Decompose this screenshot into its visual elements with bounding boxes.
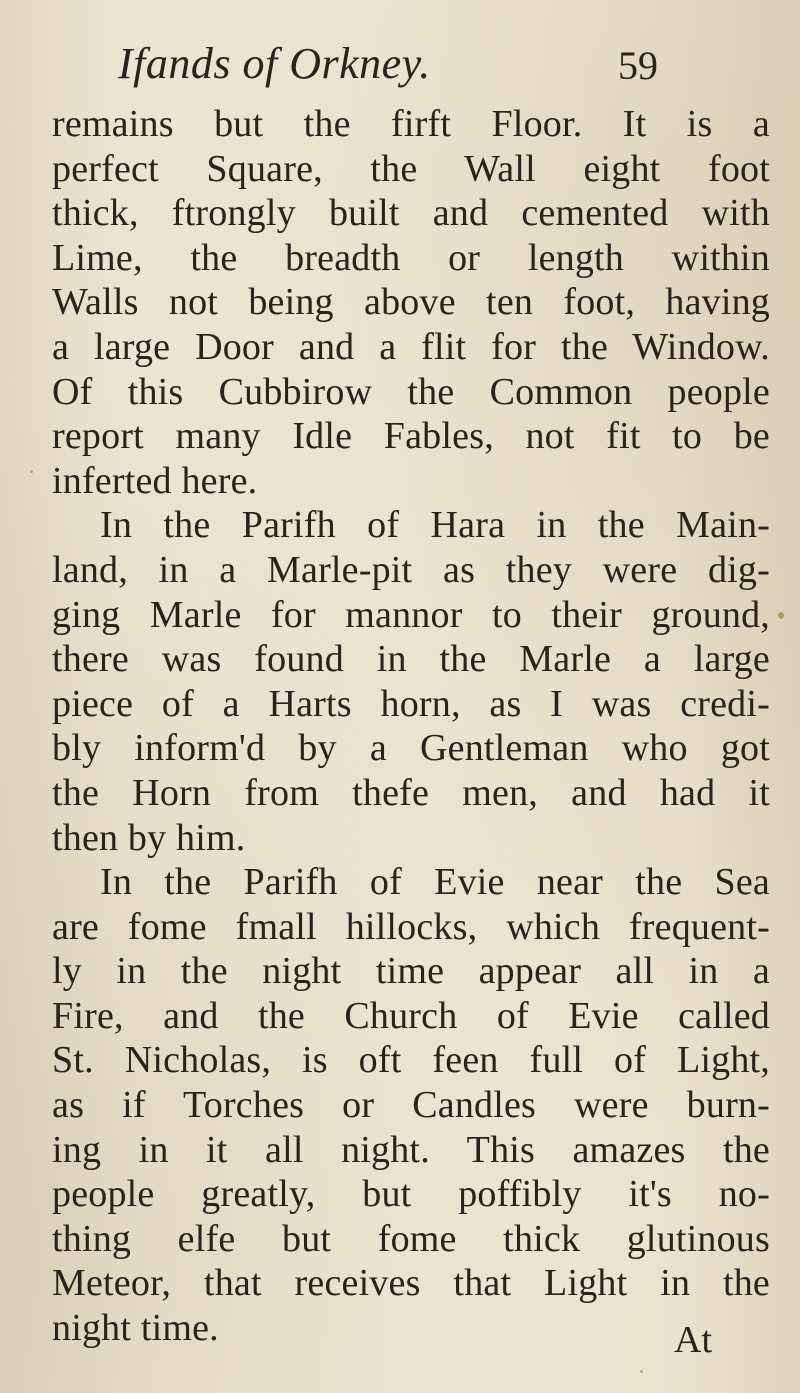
- text-line: a large Door and a flit for the Window.: [52, 325, 770, 368]
- text-line: thick, ftrongly built and cemented with: [52, 192, 770, 235]
- text-line: the Horn from thefe men, and had it: [52, 771, 770, 814]
- body-text: [52, 102, 770, 1351]
- text-line: land, in a Marle-pit as they were dig-: [52, 548, 770, 591]
- catchword: At: [674, 1319, 712, 1361]
- paragraph-start-line: In the Parifh of Evie near the Sea: [100, 861, 770, 904]
- paper-speck: [30, 470, 33, 473]
- page-number: 59: [618, 43, 658, 88]
- text-line: Meteor, that receives that Light in the: [52, 1262, 770, 1305]
- text-line: night time.: [52, 1307, 219, 1350]
- paper-speck: [640, 1370, 643, 1373]
- text-line: Of this Cubbirow the Common people: [52, 370, 770, 413]
- text-line: people greatly, but poffibly it's no-: [52, 1173, 770, 1216]
- text-line: piece of a Harts horn, as I was credi-: [52, 682, 770, 725]
- text-line: are fome fmall hillocks, which frequent-: [52, 905, 770, 948]
- text-line: report many Idle Fables, not fit to be: [52, 415, 770, 458]
- text-line: as if Torches or Candles were burn-: [52, 1084, 770, 1127]
- text-line: Lime, the breadth or length within: [52, 236, 770, 279]
- text-line: Walls not being above ten foot, having: [52, 281, 770, 324]
- paragraph-start-line: In the Parifh of Hara in the Main-: [100, 504, 770, 547]
- paper-speck: [778, 612, 784, 619]
- text-line: ly in the night time appear all in a: [52, 950, 770, 993]
- text-line: Fire, and the Church of Evie called: [52, 994, 770, 1037]
- text-line: perfect Square, the Wall eight foot: [52, 147, 770, 190]
- running-title: Ifands of Orkney.: [118, 39, 431, 88]
- running-head: [118, 38, 678, 98]
- text-line: St. Nicholas, is oft feen full of Light,: [52, 1039, 770, 1082]
- text-line: there was found in the Marle a large: [52, 638, 770, 681]
- text-line: inferted here.: [52, 459, 258, 502]
- text-line: remains but the firft Floor. It is a: [52, 103, 770, 145]
- text-line: thing elfe but fome thick glutinous: [52, 1217, 770, 1260]
- text-line: ging Marle for mannor to their ground,: [52, 593, 770, 636]
- text-line: bly inform'd by a Gentleman who got: [52, 727, 770, 770]
- text-line: then by him.: [52, 816, 246, 859]
- text-line: ing in it all night. This amazes the: [52, 1128, 770, 1171]
